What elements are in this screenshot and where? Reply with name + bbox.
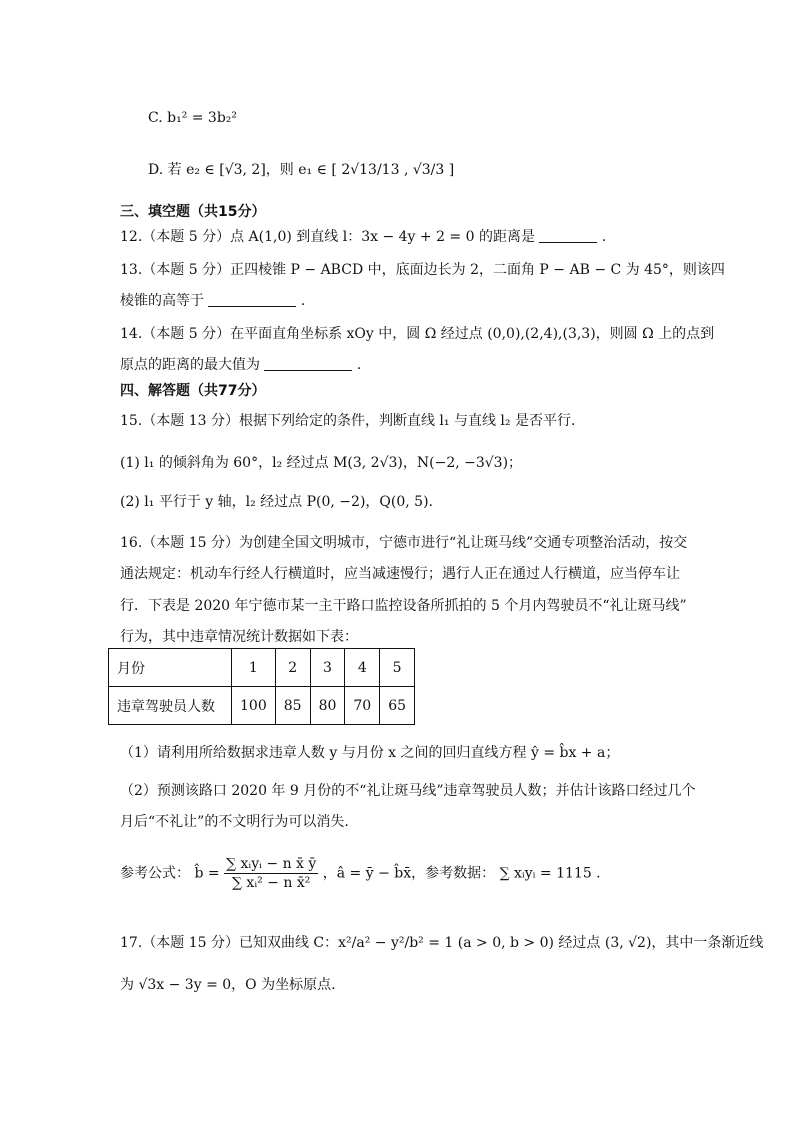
table-cell: 2: [275, 649, 310, 687]
question-16-part-1: （1）请利用所给数据求违章人数 y 与月份 x 之间的回归直线方程 ŷ = b̂x + a；: [120, 745, 620, 761]
answer-blank-14[interactable]: [264, 356, 352, 371]
table-cell: 月份: [109, 649, 232, 687]
formula-b-fraction: [224, 855, 318, 892]
table-cell: 5: [380, 649, 415, 687]
question-15-part-2: (2) l₁ 平行于 y 轴，l₂ 经过点 P(0, −2)，Q(0, 5).: [120, 494, 433, 510]
reference-label: 参考公式：: [120, 865, 190, 882]
answer-blank-12[interactable]: [539, 228, 597, 243]
question-16-line-2: 通法规定：机动车行经人行横道时，应当减速慢行；遇行人正在通过人行横道，应当停车让: [120, 566, 680, 582]
table-cell: 65: [380, 687, 415, 725]
question-13-line-1: 13.（本题 5 分）正四棱锥 P − ABCD 中，底面边长为 2，二面角 P − AB − C 为 45°，则该四: [120, 262, 725, 278]
question-16-part-2-line-2: 月后“不礼让”的不文明行为可以消失.: [120, 814, 349, 830]
question-16-part-2-line-1: （2）预测该路口 2020 年 9 月份的不“礼让斑马线”违章驾驶员人数；并估计该路口经过几个: [120, 783, 696, 799]
section-fill-in-heading: 三、填空题（共15分）: [120, 204, 266, 220]
reference-formula: [120, 855, 601, 892]
table-header-row: [109, 649, 415, 687]
question-12-end: .: [601, 229, 607, 245]
table-cell: 70: [345, 687, 380, 725]
table-cell: 4: [345, 649, 380, 687]
question-14-text: 原点的距离的最大值为: [120, 357, 260, 373]
question-15-part-1: (1) l₁ 的倾斜角为 60°，l₂ 经过点 M(3, 2√3)，N(−2, −3√3)；: [120, 455, 523, 471]
answer-blank-13[interactable]: [208, 292, 296, 307]
question-16-line-3: 行．下表是 2020 年宁德市某一主干路口监控设备所抓拍的 5 个月内驾驶员不“礼让斑马线”: [120, 598, 687, 614]
table-cell: 1: [232, 649, 276, 687]
question-16-line-1: 16.（本题 15 分）为创建全国文明城市，宁德市进行“礼让斑马线”交通专项整治活动，按交: [120, 535, 688, 551]
section-solution-heading: 四、解答题（共77分）: [120, 383, 266, 399]
question-13-line-2: [120, 291, 305, 311]
question-13-text: 棱锥的高等于: [120, 293, 204, 309]
question-17-line-1: 17.（本题 15 分）已知双曲线 C：x²/a² − y²/b² = 1 (a > 0, b > 0) 经过点 (3, √2)，其中一条渐近线: [120, 935, 764, 951]
question-16-line-4: 行为，其中违章情况统计数据如下表：: [120, 629, 358, 645]
option-c: C. b₁² = 3b₂²: [148, 110, 238, 126]
question-14-end: .: [356, 357, 362, 373]
question-14-line-1: 14.（本题 5 分）在平面直角坐标系 xOy 中，圆 Ω 经过点 (0,0),(2,4),(3,3)，则圆 Ω 上的点到: [120, 326, 715, 342]
violation-table: [108, 648, 415, 725]
formula-b-numerator: ∑ xᵢyᵢ − n x̄ ȳ: [226, 856, 317, 872]
question-14-line-2: [120, 355, 361, 375]
reference-sum: ∑ xᵢyᵢ = 1115 .: [499, 865, 601, 882]
formula-b-denominator: ∑ xᵢ² − n x̄²: [231, 875, 311, 891]
table-row: [109, 687, 415, 725]
option-d: D. 若 e₂ ∈ [√3, 2]，则 e₁ ∈ [ 2√13/13 , √3/3 ]: [148, 162, 455, 178]
table-cell: 3: [310, 649, 345, 687]
table-cell: 80: [310, 687, 345, 725]
table-cell: 85: [275, 687, 310, 725]
question-13-end: .: [300, 293, 306, 309]
table-cell: 100: [232, 687, 276, 725]
formula-b-lhs: b̂ =: [194, 865, 220, 882]
question-12-text: 12.（本题 5 分）点 A(1,0) 到直线 l：3x − 4y + 2 = 0 的距离是: [120, 229, 535, 245]
question-15: 15.（本题 13 分）根据下列给定的条件，判断直线 l₁ 与直线 l₂ 是否平行.: [120, 413, 576, 429]
question-12: [120, 227, 606, 247]
table-cell: 违章驾驶员人数: [109, 687, 232, 725]
formula-a: ，â = ȳ − b̂x̄，参考数据：: [322, 865, 496, 882]
question-17-line-2: 为 √3x − 3y = 0，O 为坐标原点.: [120, 977, 336, 993]
